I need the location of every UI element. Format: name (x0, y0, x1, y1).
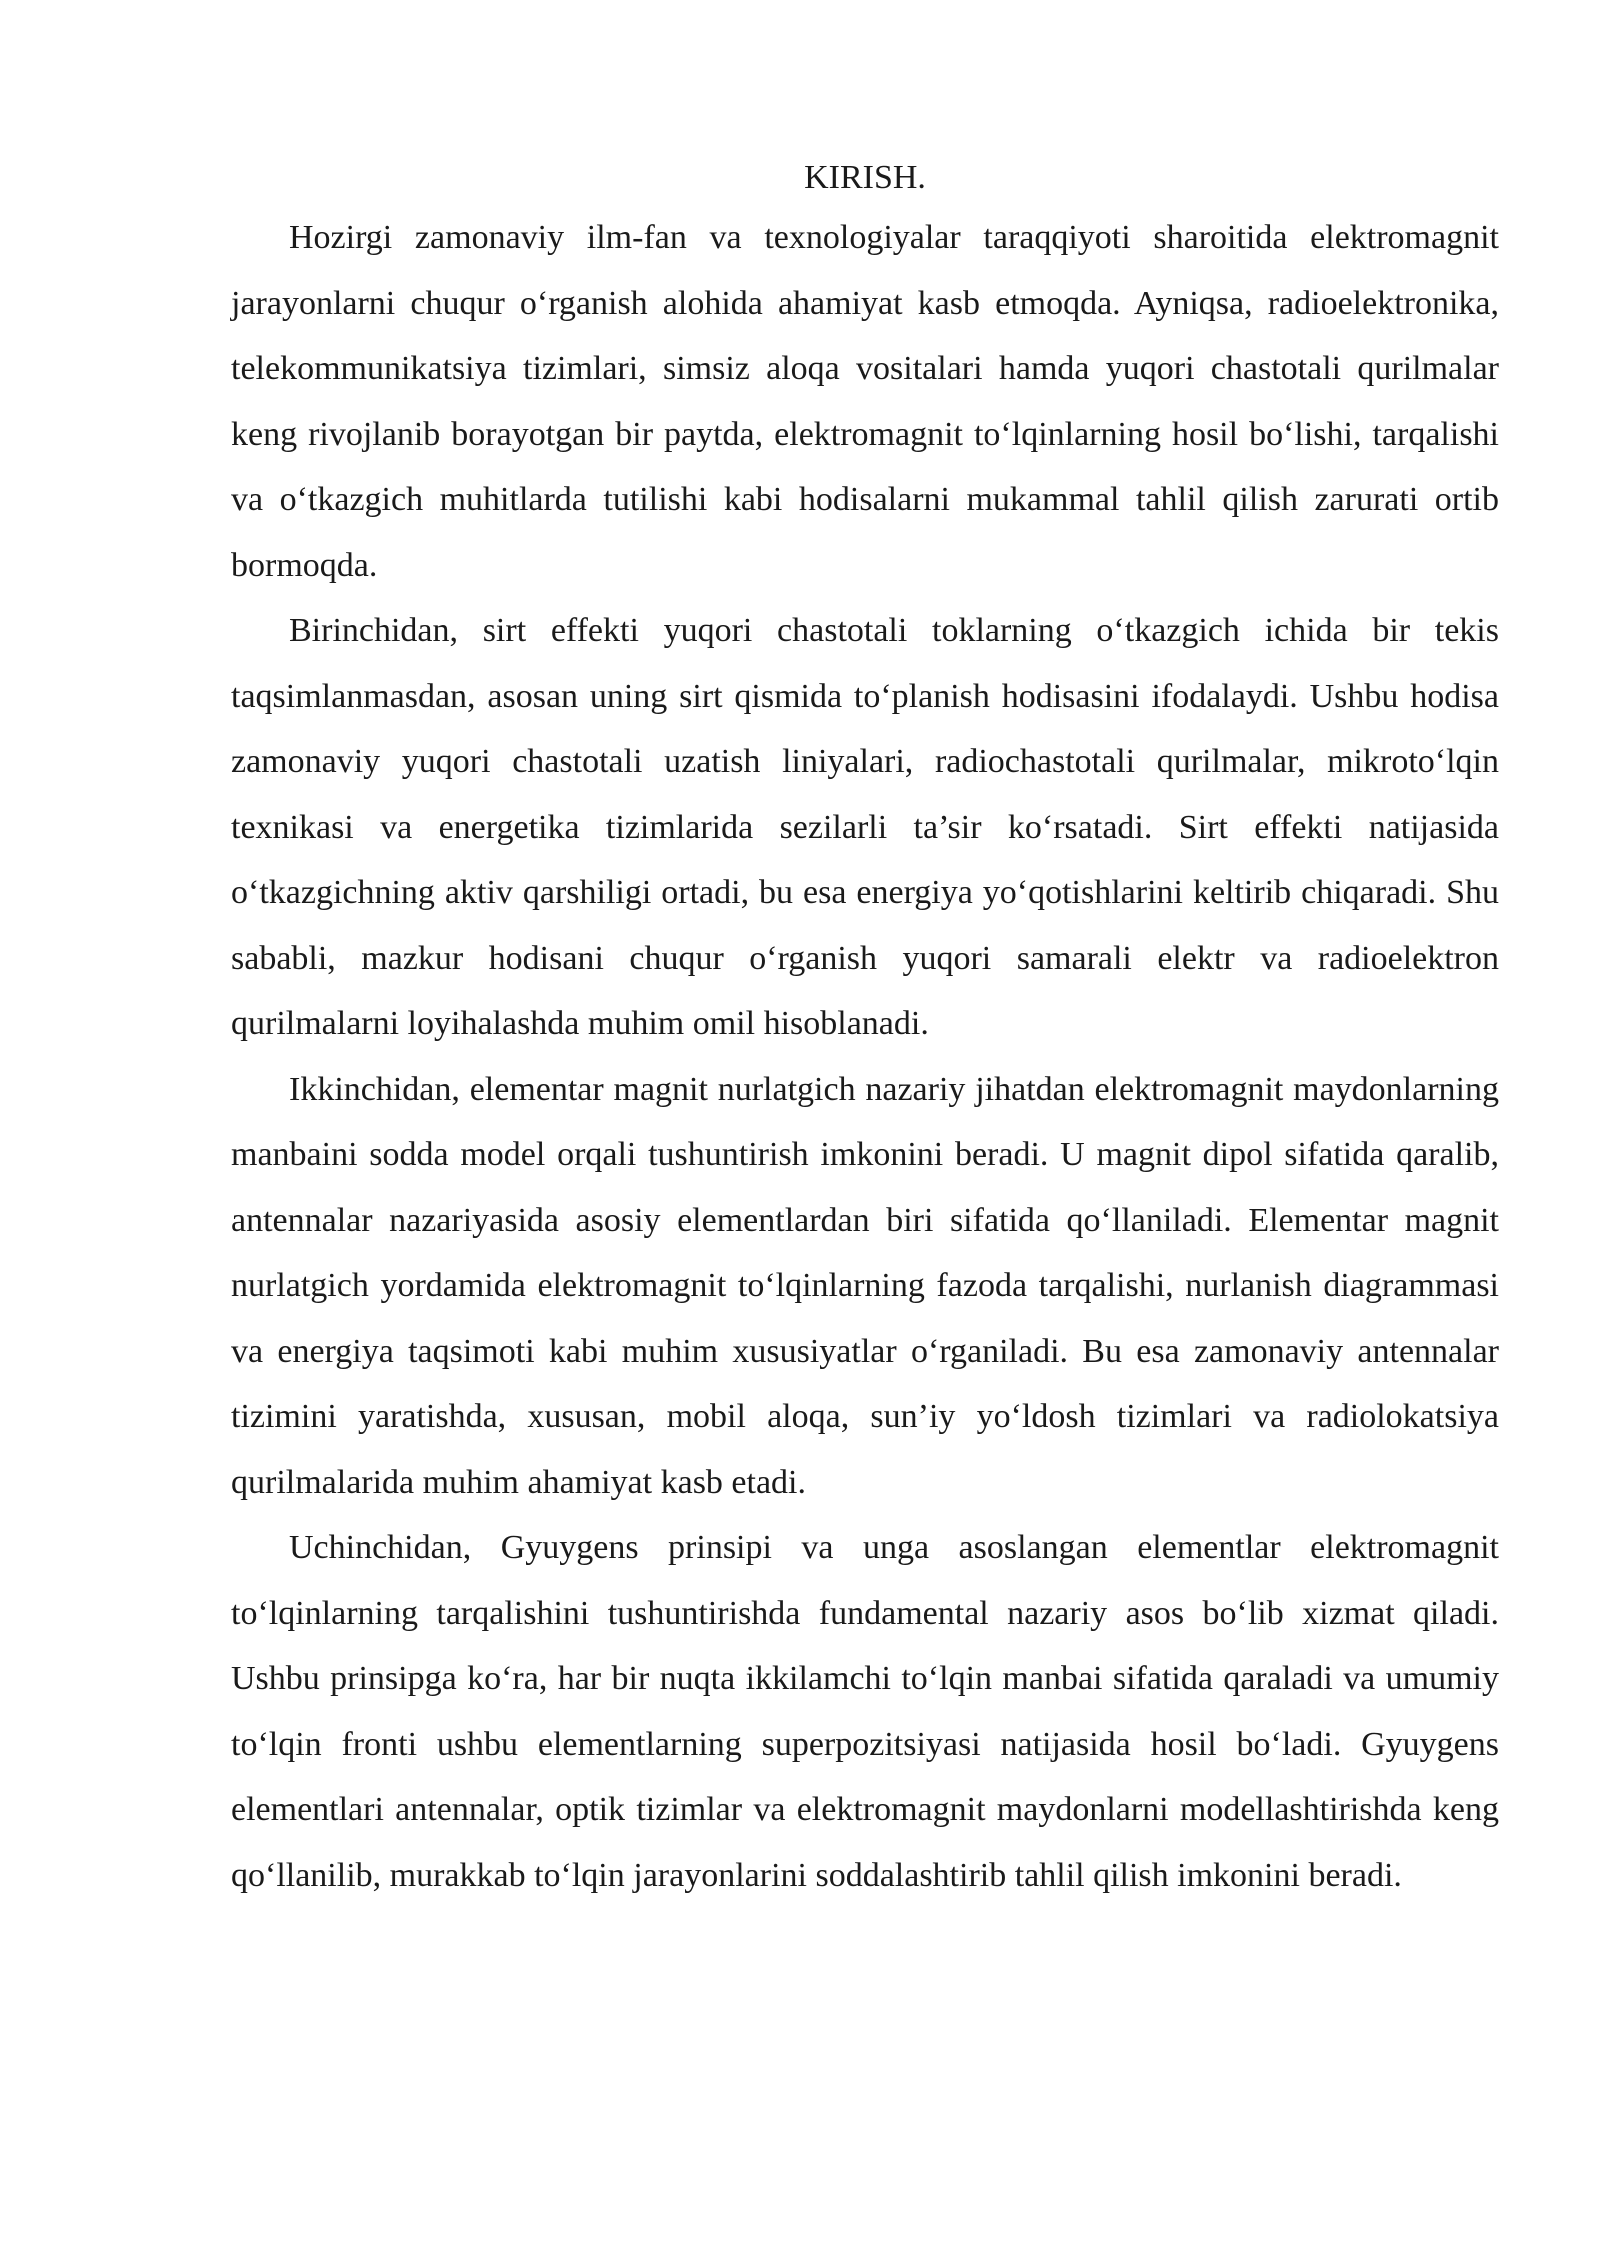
page-content (231, 150, 1499, 1908)
page-title: KIRISH. (804, 159, 926, 196)
paragraph-huygens-principle: Uchinchidan, Gyuygens prinsipi va unga asoslangan elementlar elektromagnit to‘lqinlarning tarqalishini tushuntirishda fundamental nazariy asos bo‘lib xizmat qiladi. Ushbu prinsipga ko‘ra, har bir nuqta ikkilamchi to‘lqin manbai sifatida qaraladi va umumiy to‘lqin fronti ushbu elementlarning superpozitsiyasi natijasida hosil bo‘ladi. Gyuygens elementlari antennalar, optik tizimlar va elektromagnit maydonlarni modellashtirishda keng qo‘llanilib, murakkab to‘lqin jarayonlarini soddalashtirib tahlil qilish imkonini beradi. (231, 1529, 1499, 1894)
paragraph-intro: Hozirgi zamonaviy ilm-fan va texnologiyalar taraqqiyoti sharoitida elektromagnit jarayonlarni chuqur o‘rganish alohida ahamiyat kasb etmoqda. Ayniqsa, radioelektronika, telekommunikatsiya tizimlari, simsiz aloqa vositalari hamda yuqori chastotali qurilmalar keng rivojlanib borayotgan bir paytda, elektromagnit to‘lqinlarning hosil bo‘lishi, tarqalishi va o‘tkazgich muhitlarda tutilishi kabi hodisalarni mukammal tahlil qilish zarurati ortib bormoqda. (231, 219, 1499, 584)
paragraph-skin-effect: Birinchidan, sirt effekti yuqori chastotali toklarning o‘tkazgich ichida bir tekis taqsimlanmasdan, asosan uning sirt qismida to‘planish hodisasini ifodalaydi. Ushbu hodisa zamonaviy yuqori chastotali uzatish liniyalari, radiochastotali qurilmalar, mikroto‘lqin texnikasi va energetika tizimlarida sezilarli ta’sir ko‘rsatadi. Sirt effekti natijasida o‘tkazgichning aktiv qarshiligi ortadi, bu esa energiya yo‘qotishlarini keltirib chiqaradi. Shu sababli, mazkur hodisani chuqur o‘rganish yuqori samarali elektr va radioelektron qurilmalarni loyihalashda muhim omil hisoblanadi. (231, 612, 1499, 1042)
paragraph-magnetic-radiator: Ikkinchidan, elementar magnit nurlatgich nazariy jihatdan elektromagnit maydonlarning manbaini sodda model orqali tushuntirish imkonini beradi. U magnit dipol sifatida qaralib, antennalar nazariyasida asosiy elementlardan biri sifatida qo‘llaniladi. Elementar magnit nurlatgich yordamida elektromagnit to‘lqinlarning fazoda tarqalishi, nurlanish diagrammasi va energiya taqsimoti kabi muhim xususiyatlar o‘rganiladi. Bu esa zamonaviy antennalar tizimini yaratishda, xususan, mobil aloqa, sun’iy yo‘ldosh tizimlari va radiolokatsiya qurilmalarida muhim ahamiyat kasb etadi. (231, 1070, 1499, 1501)
